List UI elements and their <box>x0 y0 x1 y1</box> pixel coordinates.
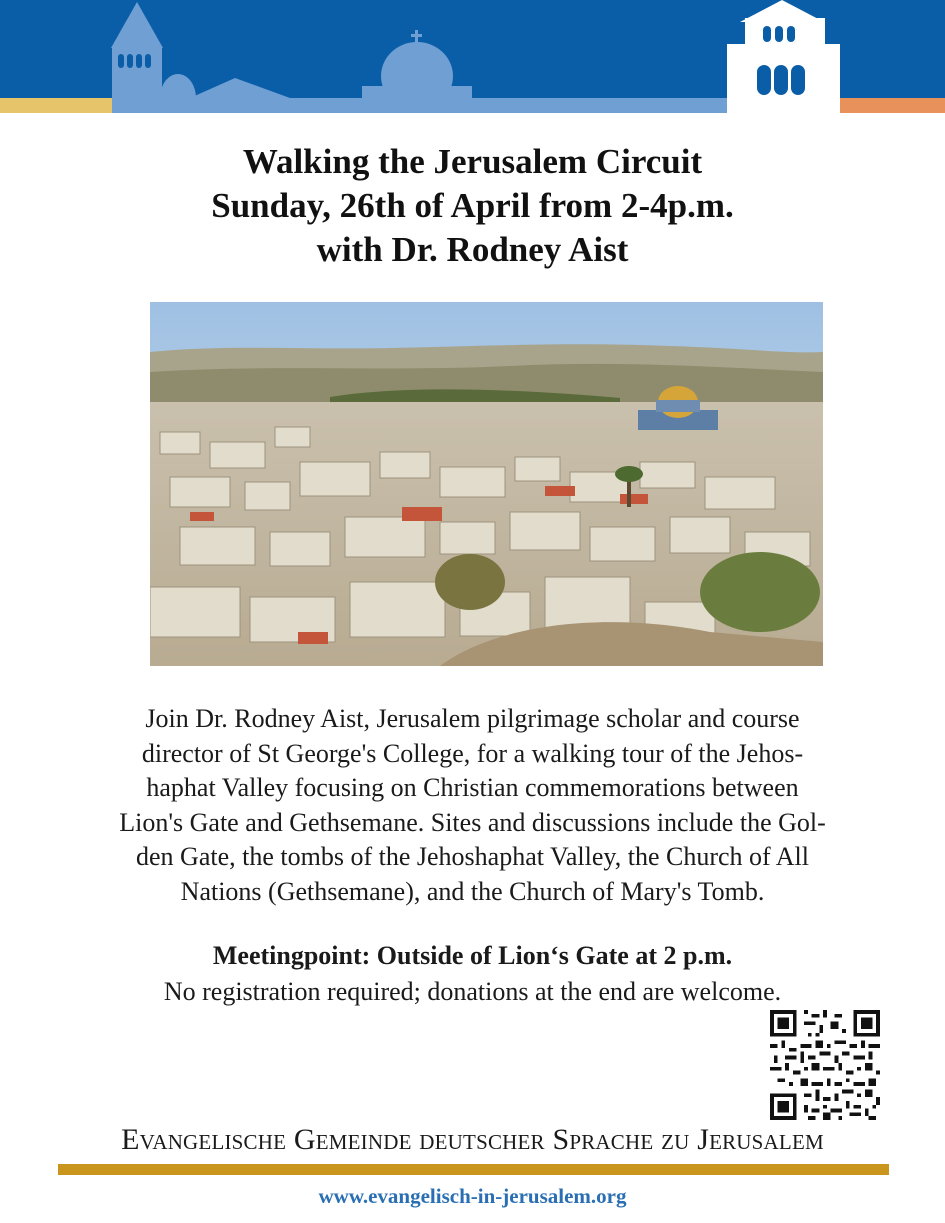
qr-code-icon <box>770 1010 880 1120</box>
qr-code-graphic <box>770 1010 880 1120</box>
meeting-info <box>0 938 945 1010</box>
jerusalem-old-city-photo <box>150 302 823 666</box>
title-line-event: Walking the Jerusalem Circuit <box>242 142 703 181</box>
description-line: Lion's Gate and Gethsemane. Sites and discussions include the Gol- <box>119 807 826 837</box>
title-line-speaker: with Dr. Rodney Aist <box>316 230 629 269</box>
event-title <box>0 140 945 272</box>
gold-divider <box>58 1164 889 1175</box>
description-line: Join Dr. Rodney Aist, Jerusalem pilgrimage scholar and course <box>145 704 800 733</box>
photo-illustration <box>150 302 823 666</box>
skyline-illustration <box>0 0 945 113</box>
description-line: den Gate, the tombs of the Jehoshaphat Valley, the Church of All <box>136 842 809 871</box>
website-link[interactable]: www.evangelisch-in-jerusalem.org <box>318 1184 627 1208</box>
title-line-date: Sunday, 26th of April from 2-4p.m. <box>211 186 734 225</box>
meeting-point: Meetingpoint: Outside of Lion‘s Gate at 2 p.m. <box>212 941 733 970</box>
registration-note: No registration required; donations at the end are welcome. <box>163 977 782 1006</box>
event-description <box>60 702 885 909</box>
description-line: director of St George's College, for a walking tour of the Jehos- <box>141 738 804 768</box>
description-line: Nations (Gethsemane), and the Church of Mary's Tomb. <box>180 876 765 906</box>
description-line: haphat Valley focusing on Christian commemorations between <box>146 773 799 802</box>
organization-name: Evangelische Gemeinde deutscher Sprache zu Jerusalem <box>121 1123 824 1156</box>
header-banner <box>0 0 945 113</box>
